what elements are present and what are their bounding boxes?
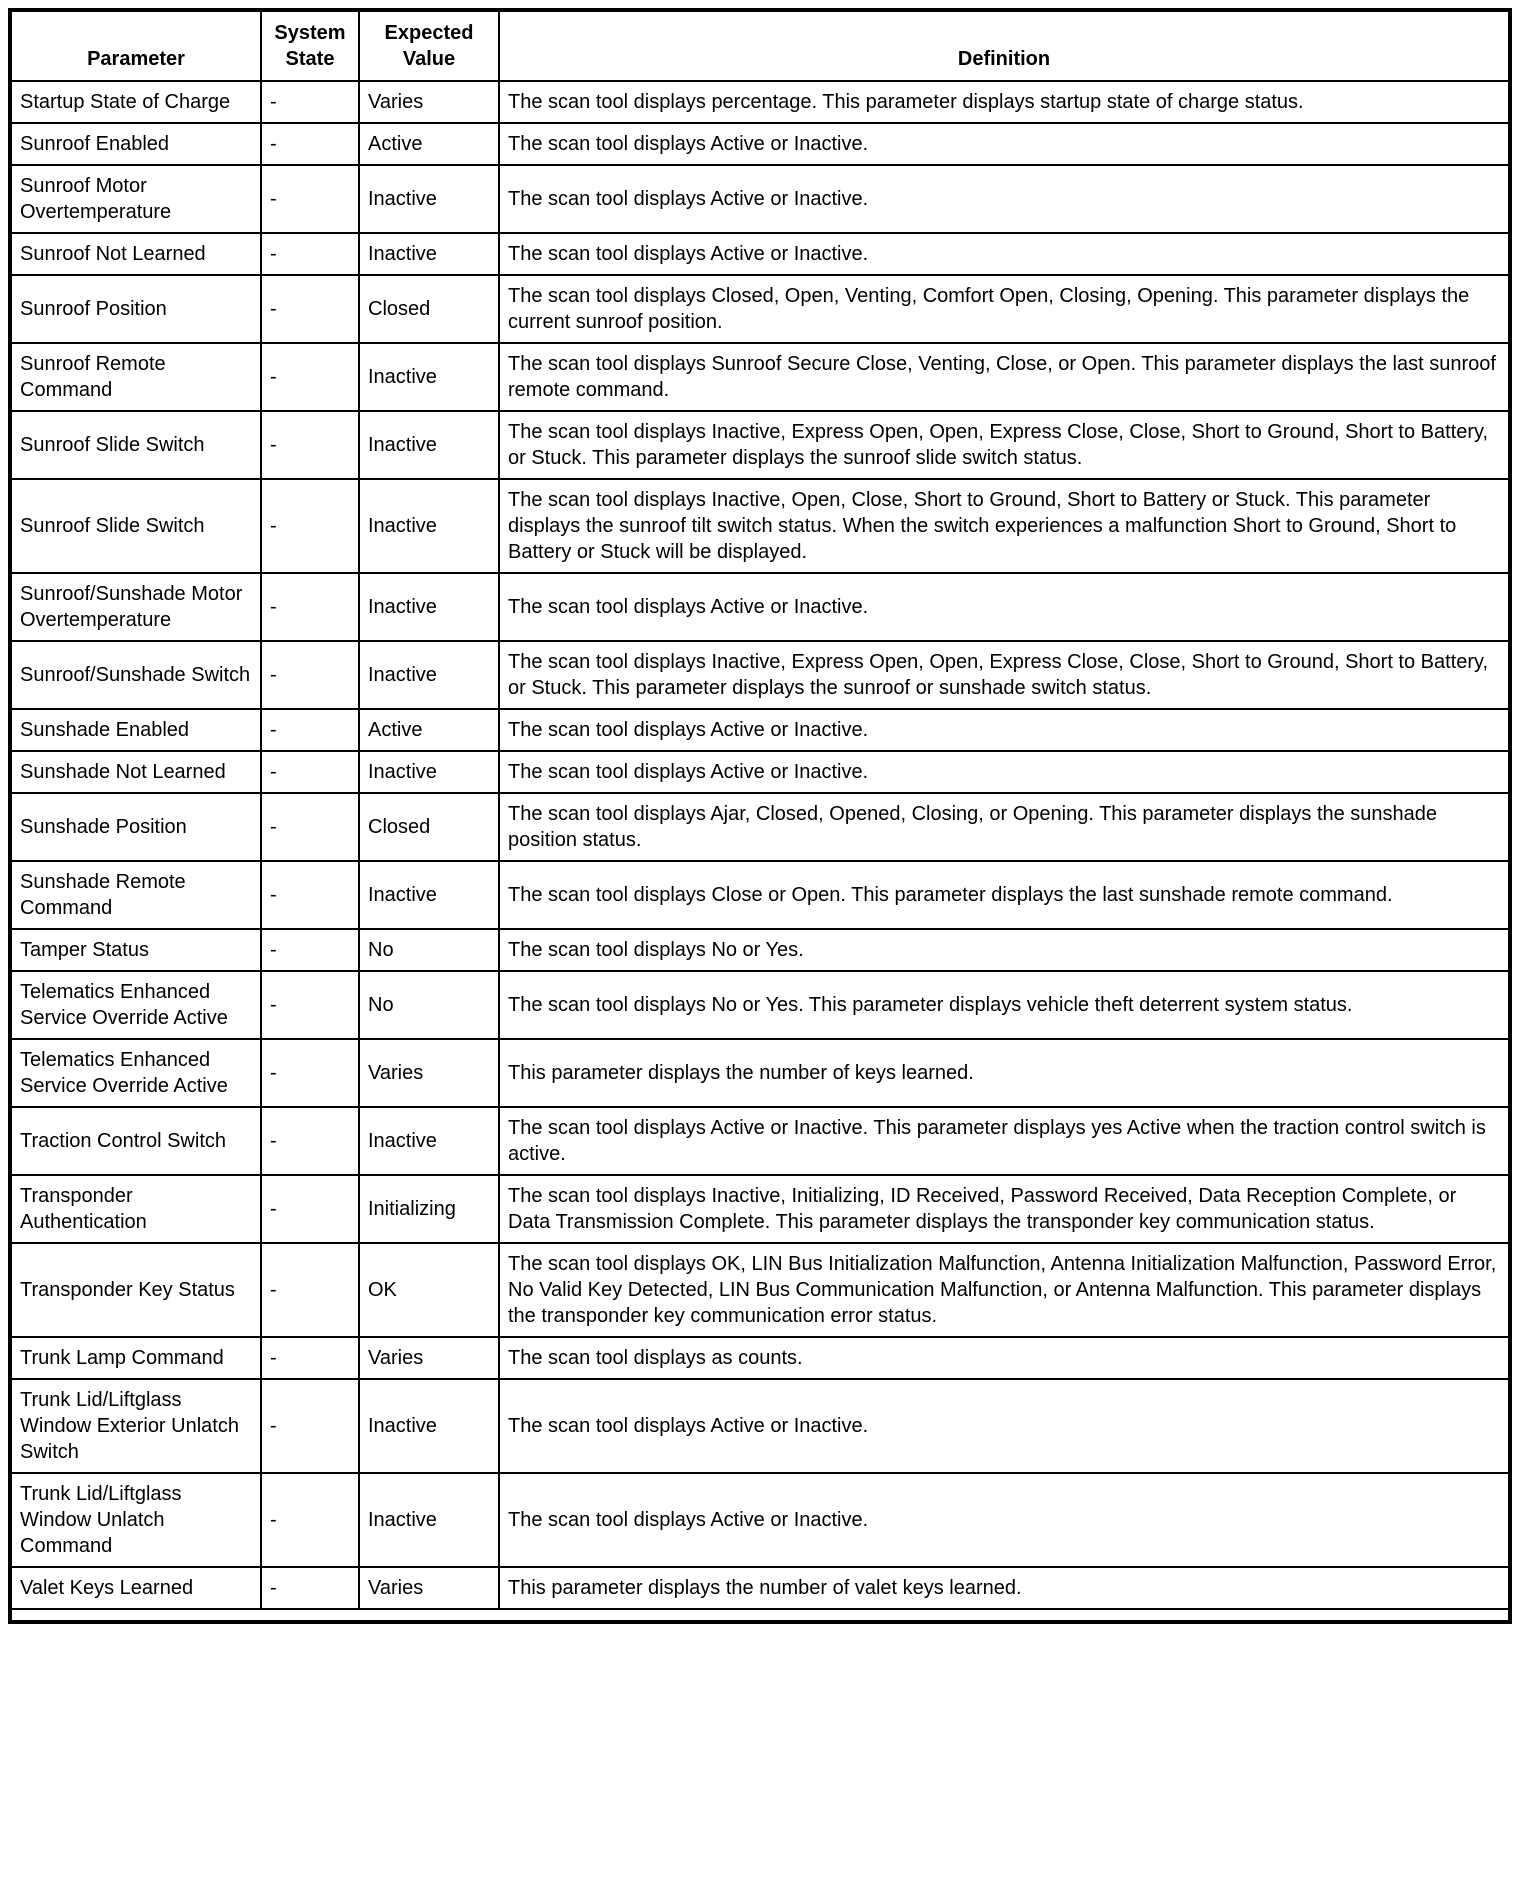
cell-expected-value: Inactive (359, 165, 499, 233)
cell-system-state: - (261, 1175, 359, 1243)
cell-expected-value: Inactive (359, 343, 499, 411)
table-row (10, 709, 1510, 751)
cell-expected-value: Initializing (359, 1175, 499, 1243)
cell-parameter: Sunshade Position (10, 793, 261, 861)
parameter-table (8, 8, 1512, 1624)
cell-definition: The scan tool displays Active or Inactive. (499, 751, 1510, 793)
cell-definition: The scan tool displays as counts. (499, 1337, 1510, 1379)
cell-expected-value: Inactive (359, 479, 499, 573)
table-row (10, 1567, 1510, 1609)
table-row (10, 1107, 1510, 1175)
cell-parameter: Transponder Key Status (10, 1243, 261, 1337)
table-row (10, 573, 1510, 641)
cell-expected-value: Inactive (359, 411, 499, 479)
cell-parameter: Sunroof Enabled (10, 123, 261, 165)
cell-system-state: - (261, 343, 359, 411)
cell-system-state: - (261, 573, 359, 641)
cell-expected-value: Inactive (359, 751, 499, 793)
cell-definition: The scan tool displays percentage. This parameter displays startup state of charge status. (499, 81, 1510, 123)
table-row (10, 233, 1510, 275)
cell-parameter: Trunk Lid/Liftglass Window Unlatch Command (10, 1473, 261, 1567)
cell-system-state: - (261, 971, 359, 1039)
table-row (10, 411, 1510, 479)
cell-system-state: - (261, 123, 359, 165)
cell-parameter: Sunroof Not Learned (10, 233, 261, 275)
cell-definition: The scan tool displays OK, LIN Bus Initialization Malfunction, Antenna Initialization Malfunction, Password Error, No Valid Key Detected, LIN Bus Communication Malfunction, or Antenna Malfunction. This parameter displays the transponder key communication error status. (499, 1243, 1510, 1337)
cell-parameter: Sunroof Position (10, 275, 261, 343)
table-row (10, 1379, 1510, 1473)
cell-parameter: Telematics Enhanced Service Override Active (10, 1039, 261, 1107)
cell-parameter: Sunroof Slide Switch (10, 479, 261, 573)
cell-parameter: Trunk Lid/Liftglass Window Exterior Unlatch Switch (10, 1379, 261, 1473)
table-body (10, 81, 1510, 1622)
cell-definition: The scan tool displays No or Yes. This parameter displays vehicle theft deterrent system status. (499, 971, 1510, 1039)
cell-parameter: Tamper Status (10, 929, 261, 971)
table-row (10, 1243, 1510, 1337)
cell-definition: The scan tool displays Ajar, Closed, Opened, Closing, or Opening. This parameter displays the sunshade position status. (499, 793, 1510, 861)
cell-parameter: Startup State of Charge (10, 81, 261, 123)
cell-definition: The scan tool displays Active or Inactive. (499, 233, 1510, 275)
cell-definition: The scan tool displays Active or Inactive. (499, 573, 1510, 641)
cell-expected-value: Closed (359, 275, 499, 343)
cell-system-state: - (261, 861, 359, 929)
cell-expected-value: Inactive (359, 1379, 499, 1473)
bottom-spacer-cell (10, 1609, 1510, 1622)
cell-parameter: Sunshade Enabled (10, 709, 261, 751)
cell-expected-value: Closed (359, 793, 499, 861)
cell-parameter: Trunk Lamp Command (10, 1337, 261, 1379)
table-row (10, 751, 1510, 793)
cell-system-state: - (261, 165, 359, 233)
cell-system-state: - (261, 1473, 359, 1567)
table-row (10, 793, 1510, 861)
cell-expected-value: Varies (359, 1039, 499, 1107)
cell-expected-value: Inactive (359, 233, 499, 275)
cell-system-state: - (261, 709, 359, 751)
cell-expected-value: Active (359, 709, 499, 751)
cell-definition: The scan tool displays No or Yes. (499, 929, 1510, 971)
cell-system-state: - (261, 479, 359, 573)
cell-definition: The scan tool displays Active or Inactive. This parameter displays yes Active when the traction control switch is active. (499, 1107, 1510, 1175)
table-row (10, 81, 1510, 123)
cell-expected-value: No (359, 929, 499, 971)
cell-expected-value: Inactive (359, 1473, 499, 1567)
table-row (10, 165, 1510, 233)
cell-system-state: - (261, 1039, 359, 1107)
header-system-state: System State (261, 10, 359, 81)
cell-definition: The scan tool displays Active or Inactive. (499, 165, 1510, 233)
table-row (10, 343, 1510, 411)
cell-system-state: - (261, 1379, 359, 1473)
cell-expected-value: Varies (359, 1337, 499, 1379)
cell-parameter: Valet Keys Learned (10, 1567, 261, 1609)
cell-expected-value: OK (359, 1243, 499, 1337)
cell-system-state: - (261, 641, 359, 709)
table-row (10, 275, 1510, 343)
cell-expected-value: No (359, 971, 499, 1039)
cell-system-state: - (261, 81, 359, 123)
cell-parameter: Sunroof/Sunshade Switch (10, 641, 261, 709)
cell-definition: The scan tool displays Inactive, Express Open, Open, Express Close, Close, Short to Ground, Short to Battery, or Stuck. This parameter displays the sunroof slide switch status. (499, 411, 1510, 479)
cell-parameter: Transponder Authentication (10, 1175, 261, 1243)
cell-parameter: Sunshade Remote Command (10, 861, 261, 929)
cell-definition: The scan tool displays Active or Inactive. (499, 123, 1510, 165)
cell-definition: The scan tool displays Inactive, Express Open, Open, Express Close, Close, Short to Ground, Short to Battery, or Stuck. This parameter displays the sunroof or sunshade switch status. (499, 641, 1510, 709)
bottom-spacer-row (10, 1609, 1510, 1622)
cell-system-state: - (261, 793, 359, 861)
cell-parameter: Sunshade Not Learned (10, 751, 261, 793)
cell-system-state: - (261, 929, 359, 971)
cell-parameter: Sunroof Slide Switch (10, 411, 261, 479)
cell-definition: The scan tool displays Inactive, Open, Close, Short to Ground, Short to Battery or Stuck. This parameter displays the sunroof tilt switch status. When the switch experiences a malfunction Short to Ground, Short to Battery or Stuck will be displayed. (499, 479, 1510, 573)
table-row (10, 1039, 1510, 1107)
cell-expected-value: Inactive (359, 1107, 499, 1175)
cell-definition: This parameter displays the number of keys learned. (499, 1039, 1510, 1107)
cell-parameter: Traction Control Switch (10, 1107, 261, 1175)
cell-expected-value: Varies (359, 81, 499, 123)
header-definition: Definition (499, 10, 1510, 81)
header-row (10, 10, 1510, 81)
header-parameter: Parameter (10, 10, 261, 81)
cell-parameter: Sunroof/Sunshade Motor Overtemperature (10, 573, 261, 641)
cell-parameter: Telematics Enhanced Service Override Active (10, 971, 261, 1039)
cell-system-state: - (261, 1337, 359, 1379)
table-row (10, 641, 1510, 709)
cell-system-state: - (261, 233, 359, 275)
table-row (10, 479, 1510, 573)
header-expected-value: Expected Value (359, 10, 499, 81)
table-row (10, 1473, 1510, 1567)
cell-system-state: - (261, 751, 359, 793)
table-row (10, 1337, 1510, 1379)
table-row (10, 861, 1510, 929)
table-row (10, 929, 1510, 971)
cell-definition: The scan tool displays Sunroof Secure Close, Venting, Close, or Open. This parameter displays the last sunroof remote command. (499, 343, 1510, 411)
cell-system-state: - (261, 1243, 359, 1337)
cell-expected-value: Varies (359, 1567, 499, 1609)
cell-expected-value: Inactive (359, 641, 499, 709)
table-row (10, 971, 1510, 1039)
cell-expected-value: Inactive (359, 573, 499, 641)
cell-definition: The scan tool displays Closed, Open, Venting, Comfort Open, Closing, Opening. This parameter displays the current sunroof position. (499, 275, 1510, 343)
cell-definition: The scan tool displays Inactive, Initializing, ID Received, Password Received, Data Reception Complete, or Data Transmission Complete. This parameter displays the transponder key communication status. (499, 1175, 1510, 1243)
cell-parameter: Sunroof Motor Overtemperature (10, 165, 261, 233)
cell-system-state: - (261, 1567, 359, 1609)
cell-definition: The scan tool displays Close or Open. This parameter displays the last sunshade remote command. (499, 861, 1510, 929)
cell-system-state: - (261, 275, 359, 343)
cell-expected-value: Active (359, 123, 499, 165)
cell-system-state: - (261, 1107, 359, 1175)
cell-definition: The scan tool displays Active or Inactive. (499, 709, 1510, 751)
cell-parameter: Sunroof Remote Command (10, 343, 261, 411)
table-row (10, 1175, 1510, 1243)
cell-definition: The scan tool displays Active or Inactive. (499, 1379, 1510, 1473)
table-row (10, 123, 1510, 165)
cell-definition: This parameter displays the number of valet keys learned. (499, 1567, 1510, 1609)
cell-expected-value: Inactive (359, 861, 499, 929)
cell-system-state: - (261, 411, 359, 479)
cell-definition: The scan tool displays Active or Inactive. (499, 1473, 1510, 1567)
